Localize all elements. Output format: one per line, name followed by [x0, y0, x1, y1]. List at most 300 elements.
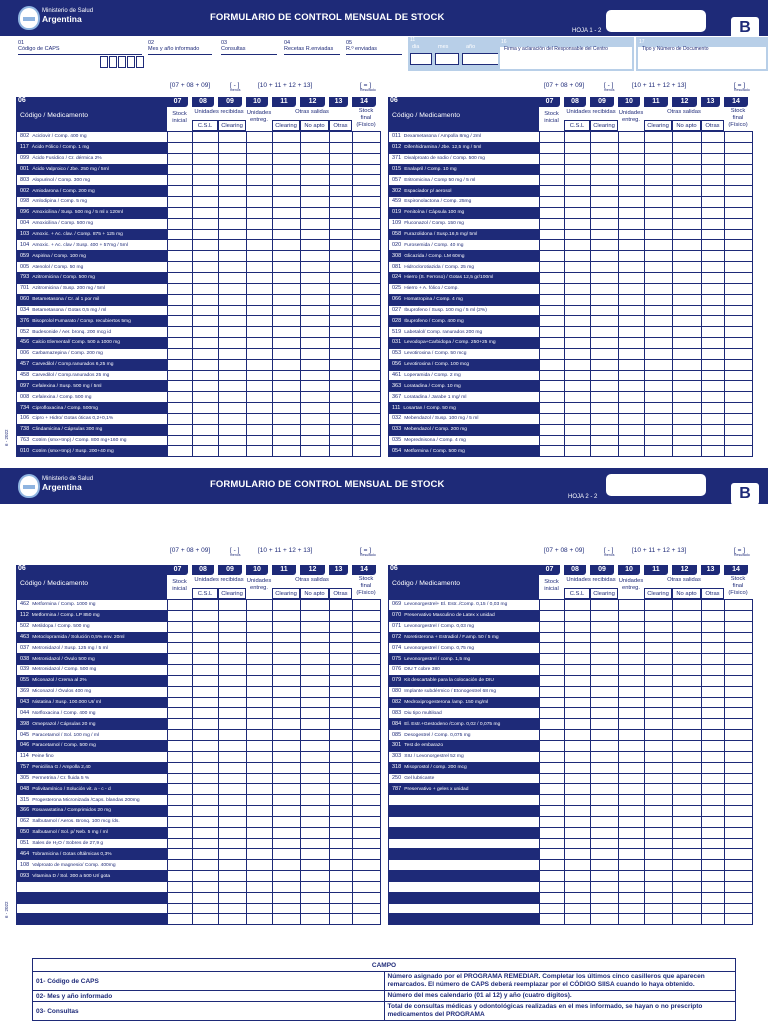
unidades-entreg-input[interactable]: [247, 773, 273, 784]
unidades-entreg-input[interactable]: [247, 327, 273, 338]
stock-inicial-input[interactable]: [540, 860, 565, 871]
salidas-otras-input[interactable]: [702, 197, 725, 208]
stock-inicial-input[interactable]: [168, 316, 193, 327]
salidas-no-apto-input[interactable]: [673, 740, 702, 751]
unidades-entreg-input[interactable]: [619, 871, 645, 882]
stock-inicial-input[interactable]: [540, 643, 565, 654]
salidas-no-apto-input[interactable]: [301, 175, 330, 186]
stock-final-input[interactable]: [353, 740, 381, 751]
stock-inicial-input[interactable]: [168, 207, 193, 218]
salidas-no-apto-input[interactable]: [673, 294, 702, 305]
stock-inicial-input[interactable]: [168, 654, 193, 665]
stock-inicial-input[interactable]: [540, 632, 565, 643]
stock-inicial-input[interactable]: [168, 338, 193, 349]
unidades-entreg-input[interactable]: [247, 359, 273, 370]
recibidas-clearing-input[interactable]: [219, 871, 247, 882]
unidades-entreg-input[interactable]: [619, 283, 645, 294]
stock-inicial-input[interactable]: [540, 838, 565, 849]
salidas-clearing-input[interactable]: [645, 827, 673, 838]
salidas-no-apto-input[interactable]: [301, 838, 330, 849]
recibidas-clearing-input[interactable]: [591, 272, 619, 283]
unidades-entreg-input[interactable]: [247, 348, 273, 359]
recibidas-csl-input[interactable]: [193, 218, 219, 229]
salidas-otras-input[interactable]: [702, 272, 725, 283]
stock-inicial-input[interactable]: [168, 413, 193, 424]
salidas-no-apto-input[interactable]: [301, 164, 330, 175]
stock-final-input[interactable]: [353, 348, 381, 359]
unidades-entreg-input[interactable]: [247, 806, 273, 817]
recibidas-csl-input[interactable]: [565, 229, 591, 240]
unidades-entreg-input[interactable]: [619, 740, 645, 751]
recibidas-csl-input[interactable]: [193, 686, 219, 697]
salidas-otras-input[interactable]: [330, 403, 353, 414]
recibidas-clearing-input[interactable]: [591, 816, 619, 827]
recibidas-csl-input[interactable]: [193, 403, 219, 414]
salidas-no-apto-input[interactable]: [301, 795, 330, 806]
stock-final-input[interactable]: [725, 784, 753, 795]
stock-inicial-input[interactable]: [168, 838, 193, 849]
stock-final-input[interactable]: [353, 207, 381, 218]
salidas-otras-input[interactable]: [702, 381, 725, 392]
salidas-clearing-input[interactable]: [645, 675, 673, 686]
stock-inicial-input[interactable]: [540, 730, 565, 741]
salidas-otras-input[interactable]: [702, 413, 725, 424]
salidas-no-apto-input[interactable]: [673, 424, 702, 435]
salidas-clearing-input[interactable]: [273, 305, 301, 316]
recibidas-clearing-input[interactable]: [219, 338, 247, 349]
stock-final-input[interactable]: [725, 610, 753, 621]
unidades-entreg-input[interactable]: [619, 719, 645, 730]
salidas-otras-input[interactable]: [330, 446, 353, 457]
recibidas-clearing-input[interactable]: [219, 197, 247, 208]
unidades-entreg-input[interactable]: [247, 338, 273, 349]
unidades-entreg-input[interactable]: [619, 207, 645, 218]
stock-final-input[interactable]: [725, 654, 753, 665]
recibidas-csl-input[interactable]: [565, 272, 591, 283]
stock-final-input[interactable]: [353, 600, 381, 611]
stock-inicial-input[interactable]: [168, 806, 193, 817]
stock-inicial-input[interactable]: [540, 132, 565, 143]
salidas-clearing-input[interactable]: [273, 197, 301, 208]
stock-inicial-input[interactable]: [168, 153, 193, 164]
salidas-otras-input[interactable]: [702, 370, 725, 381]
stock-inicial-input[interactable]: [168, 262, 193, 273]
stock-inicial-input[interactable]: [168, 719, 193, 730]
stock-inicial-input[interactable]: [168, 621, 193, 632]
salidas-no-apto-input[interactable]: [673, 892, 702, 903]
recibidas-clearing-input[interactable]: [591, 424, 619, 435]
recibidas-clearing-input[interactable]: [219, 316, 247, 327]
salidas-otras-input[interactable]: [330, 229, 353, 240]
unidades-entreg-input[interactable]: [247, 207, 273, 218]
unidades-entreg-input[interactable]: [619, 294, 645, 305]
salidas-clearing-input[interactable]: [645, 207, 673, 218]
salidas-no-apto-input[interactable]: [301, 860, 330, 871]
stock-inicial-input[interactable]: [168, 665, 193, 676]
salidas-no-apto-input[interactable]: [301, 665, 330, 676]
stock-inicial-input[interactable]: [168, 381, 193, 392]
recibidas-clearing-input[interactable]: [591, 305, 619, 316]
stock-inicial-input[interactable]: [540, 654, 565, 665]
salidas-clearing-input[interactable]: [645, 283, 673, 294]
unidades-entreg-input[interactable]: [619, 262, 645, 273]
recibidas-clearing-input[interactable]: [591, 686, 619, 697]
unidades-entreg-input[interactable]: [247, 403, 273, 414]
recibidas-clearing-input[interactable]: [591, 665, 619, 676]
stock-inicial-input[interactable]: [168, 816, 193, 827]
recibidas-csl-input[interactable]: [193, 381, 219, 392]
salidas-otras-input[interactable]: [702, 914, 725, 925]
salidas-no-apto-input[interactable]: [301, 784, 330, 795]
recibidas-clearing-input[interactable]: [219, 218, 247, 229]
stock-inicial-input[interactable]: [540, 816, 565, 827]
recibidas-csl-input[interactable]: [193, 632, 219, 643]
salidas-otras-input[interactable]: [702, 327, 725, 338]
stock-inicial-input[interactable]: [168, 762, 193, 773]
stock-inicial-input[interactable]: [168, 446, 193, 457]
salidas-no-apto-input[interactable]: [673, 881, 702, 892]
unidades-entreg-input[interactable]: [247, 632, 273, 643]
salidas-otras-input[interactable]: [330, 675, 353, 686]
unidades-entreg-input[interactable]: [247, 871, 273, 882]
salidas-clearing-input[interactable]: [273, 675, 301, 686]
unidades-entreg-input[interactable]: [247, 413, 273, 424]
recibidas-csl-input[interactable]: [565, 762, 591, 773]
stock-final-input[interactable]: [725, 860, 753, 871]
unidades-entreg-input[interactable]: [247, 600, 273, 611]
salidas-clearing-input[interactable]: [273, 849, 301, 860]
salidas-clearing-input[interactable]: [645, 403, 673, 414]
salidas-otras-input[interactable]: [330, 283, 353, 294]
recibidas-clearing-input[interactable]: [219, 816, 247, 827]
recibidas-clearing-input[interactable]: [591, 806, 619, 817]
stock-final-input[interactable]: [353, 218, 381, 229]
stock-final-input[interactable]: [353, 665, 381, 676]
stock-final-input[interactable]: [725, 262, 753, 273]
recibidas-clearing-input[interactable]: [591, 762, 619, 773]
unidades-entreg-input[interactable]: [247, 218, 273, 229]
recibidas-csl-input[interactable]: [193, 751, 219, 762]
stock-inicial-input[interactable]: [168, 175, 193, 186]
stock-inicial-input[interactable]: [540, 610, 565, 621]
stock-inicial-input[interactable]: [168, 827, 193, 838]
recibidas-csl-input[interactable]: [193, 643, 219, 654]
salidas-clearing-input[interactable]: [645, 871, 673, 882]
salidas-otras-input[interactable]: [702, 251, 725, 262]
unidades-entreg-input[interactable]: [247, 142, 273, 153]
stock-final-input[interactable]: [353, 186, 381, 197]
stock-final-input[interactable]: [725, 229, 753, 240]
salidas-otras-input[interactable]: [702, 675, 725, 686]
salidas-clearing-input[interactable]: [645, 153, 673, 164]
stock-final-input[interactable]: [725, 600, 753, 611]
stock-final-input[interactable]: [353, 903, 381, 914]
salidas-otras-input[interactable]: [330, 381, 353, 392]
recibidas-csl-input[interactable]: [565, 903, 591, 914]
salidas-otras-input[interactable]: [330, 316, 353, 327]
recibidas-csl-input[interactable]: [193, 316, 219, 327]
unidades-entreg-input[interactable]: [247, 294, 273, 305]
salidas-no-apto-input[interactable]: [673, 392, 702, 403]
stock-final-input[interactable]: [725, 621, 753, 632]
salidas-clearing-input[interactable]: [273, 186, 301, 197]
salidas-otras-input[interactable]: [330, 806, 353, 817]
salidas-otras-input[interactable]: [330, 197, 353, 208]
recibidas-clearing-input[interactable]: [591, 327, 619, 338]
stock-inicial-input[interactable]: [168, 871, 193, 882]
salidas-no-apto-input[interactable]: [673, 784, 702, 795]
stock-final-input[interactable]: [353, 294, 381, 305]
salidas-otras-input[interactable]: [702, 632, 725, 643]
salidas-clearing-input[interactable]: [273, 392, 301, 403]
salidas-otras-input[interactable]: [330, 751, 353, 762]
unidades-entreg-input[interactable]: [619, 186, 645, 197]
salidas-clearing-input[interactable]: [273, 218, 301, 229]
stock-final-input[interactable]: [725, 871, 753, 882]
salidas-otras-input[interactable]: [330, 600, 353, 611]
stock-inicial-input[interactable]: [168, 849, 193, 860]
recibidas-clearing-input[interactable]: [591, 413, 619, 424]
recibidas-csl-input[interactable]: [193, 435, 219, 446]
salidas-clearing-input[interactable]: [645, 784, 673, 795]
recibidas-csl-input[interactable]: [565, 838, 591, 849]
recibidas-csl-input[interactable]: [193, 132, 219, 143]
stock-inicial-input[interactable]: [540, 316, 565, 327]
recibidas-csl-input[interactable]: [193, 654, 219, 665]
recibidas-clearing-input[interactable]: [219, 359, 247, 370]
stock-final-input[interactable]: [353, 849, 381, 860]
salidas-clearing-input[interactable]: [645, 272, 673, 283]
salidas-otras-input[interactable]: [330, 370, 353, 381]
salidas-clearing-input[interactable]: [645, 849, 673, 860]
stock-final-input[interactable]: [725, 132, 753, 143]
stock-final-input[interactable]: [353, 697, 381, 708]
salidas-no-apto-input[interactable]: [673, 914, 702, 925]
salidas-clearing-input[interactable]: [273, 871, 301, 882]
stock-inicial-input[interactable]: [168, 675, 193, 686]
salidas-no-apto-input[interactable]: [673, 338, 702, 349]
salidas-otras-input[interactable]: [702, 305, 725, 316]
salidas-clearing-input[interactable]: [273, 719, 301, 730]
salidas-otras-input[interactable]: [702, 751, 725, 762]
salidas-clearing-input[interactable]: [273, 773, 301, 784]
salidas-clearing-input[interactable]: [273, 892, 301, 903]
stock-final-input[interactable]: [725, 348, 753, 359]
salidas-clearing-input[interactable]: [273, 686, 301, 697]
unidades-entreg-input[interactable]: [247, 838, 273, 849]
stock-final-input[interactable]: [725, 751, 753, 762]
stock-inicial-input[interactable]: [168, 784, 193, 795]
stock-final-input[interactable]: [725, 413, 753, 424]
stock-inicial-input[interactable]: [540, 283, 565, 294]
stock-final-input[interactable]: [353, 654, 381, 665]
stock-inicial-input[interactable]: [540, 153, 565, 164]
stock-inicial-input[interactable]: [540, 370, 565, 381]
unidades-entreg-input[interactable]: [619, 903, 645, 914]
stock-final-input[interactable]: [725, 370, 753, 381]
stock-inicial-input[interactable]: [540, 773, 565, 784]
salidas-no-apto-input[interactable]: [673, 827, 702, 838]
salidas-clearing-input[interactable]: [273, 784, 301, 795]
stock-final-input[interactable]: [353, 827, 381, 838]
salidas-no-apto-input[interactable]: [301, 751, 330, 762]
recibidas-csl-input[interactable]: [193, 327, 219, 338]
salidas-otras-input[interactable]: [702, 686, 725, 697]
recibidas-csl-input[interactable]: [565, 849, 591, 860]
salidas-no-apto-input[interactable]: [673, 142, 702, 153]
recibidas-clearing-input[interactable]: [591, 381, 619, 392]
stock-inicial-input[interactable]: [540, 719, 565, 730]
stock-final-input[interactable]: [353, 816, 381, 827]
salidas-no-apto-input[interactable]: [673, 251, 702, 262]
recibidas-csl-input[interactable]: [193, 621, 219, 632]
salidas-no-apto-input[interactable]: [301, 197, 330, 208]
stock-final-input[interactable]: [725, 142, 753, 153]
recibidas-csl-input[interactable]: [193, 251, 219, 262]
salidas-no-apto-input[interactable]: [673, 197, 702, 208]
recibidas-csl-input[interactable]: [193, 153, 219, 164]
salidas-otras-input[interactable]: [702, 697, 725, 708]
salidas-no-apto-input[interactable]: [301, 392, 330, 403]
recibidas-clearing-input[interactable]: [591, 795, 619, 806]
salidas-otras-input[interactable]: [702, 762, 725, 773]
stock-final-input[interactable]: [353, 370, 381, 381]
salidas-clearing-input[interactable]: [645, 719, 673, 730]
stock-final-input[interactable]: [725, 806, 753, 817]
salidas-no-apto-input[interactable]: [301, 686, 330, 697]
salidas-otras-input[interactable]: [702, 643, 725, 654]
recibidas-csl-input[interactable]: [193, 413, 219, 424]
salidas-otras-input[interactable]: [702, 600, 725, 611]
unidades-entreg-input[interactable]: [247, 903, 273, 914]
salidas-no-apto-input[interactable]: [301, 240, 330, 251]
salidas-no-apto-input[interactable]: [301, 740, 330, 751]
unidades-entreg-input[interactable]: [619, 424, 645, 435]
recibidas-clearing-input[interactable]: [219, 643, 247, 654]
unidades-entreg-input[interactable]: [247, 643, 273, 654]
salidas-no-apto-input[interactable]: [673, 610, 702, 621]
salidas-otras-input[interactable]: [330, 142, 353, 153]
stock-inicial-input[interactable]: [540, 675, 565, 686]
salidas-clearing-input[interactable]: [645, 686, 673, 697]
salidas-no-apto-input[interactable]: [301, 305, 330, 316]
stock-final-input[interactable]: [725, 403, 753, 414]
stock-inicial-input[interactable]: [540, 327, 565, 338]
recibidas-csl-input[interactable]: [193, 881, 219, 892]
stock-inicial-input[interactable]: [168, 283, 193, 294]
recibidas-clearing-input[interactable]: [219, 719, 247, 730]
recibidas-clearing-input[interactable]: [219, 914, 247, 925]
recibidas-clearing-input[interactable]: [591, 142, 619, 153]
salidas-otras-input[interactable]: [330, 784, 353, 795]
salidas-clearing-input[interactable]: [273, 740, 301, 751]
recibidas-clearing-input[interactable]: [591, 251, 619, 262]
unidades-entreg-input[interactable]: [619, 164, 645, 175]
unidades-entreg-input[interactable]: [619, 697, 645, 708]
recibidas-csl-input[interactable]: [193, 600, 219, 611]
stock-final-input[interactable]: [353, 413, 381, 424]
salidas-clearing-input[interactable]: [273, 316, 301, 327]
unidades-entreg-input[interactable]: [247, 251, 273, 262]
salidas-no-apto-input[interactable]: [673, 186, 702, 197]
salidas-no-apto-input[interactable]: [673, 762, 702, 773]
unidades-entreg-input[interactable]: [619, 665, 645, 676]
stock-inicial-input[interactable]: [168, 403, 193, 414]
recibidas-clearing-input[interactable]: [219, 251, 247, 262]
recibidas-clearing-input[interactable]: [591, 338, 619, 349]
salidas-no-apto-input[interactable]: [301, 207, 330, 218]
unidades-entreg-input[interactable]: [619, 643, 645, 654]
salidas-no-apto-input[interactable]: [301, 600, 330, 611]
stock-final-input[interactable]: [353, 240, 381, 251]
recibidas-csl-input[interactable]: [193, 197, 219, 208]
stock-final-input[interactable]: [725, 153, 753, 164]
stock-final-input[interactable]: [725, 773, 753, 784]
salidas-otras-input[interactable]: [702, 827, 725, 838]
salidas-clearing-input[interactable]: [273, 903, 301, 914]
stock-inicial-input[interactable]: [540, 871, 565, 882]
recibidas-clearing-input[interactable]: [219, 186, 247, 197]
salidas-clearing-input[interactable]: [645, 262, 673, 273]
stock-final-input[interactable]: [725, 816, 753, 827]
recibidas-csl-input[interactable]: [565, 327, 591, 338]
salidas-clearing-input[interactable]: [645, 708, 673, 719]
recibidas-csl-input[interactable]: [565, 686, 591, 697]
salidas-otras-input[interactable]: [330, 262, 353, 273]
salidas-no-apto-input[interactable]: [673, 751, 702, 762]
unidades-entreg-input[interactable]: [619, 435, 645, 446]
stock-inicial-input[interactable]: [168, 370, 193, 381]
recibidas-csl-input[interactable]: [193, 164, 219, 175]
stock-final-input[interactable]: [353, 359, 381, 370]
recibidas-csl-input[interactable]: [565, 294, 591, 305]
salidas-no-apto-input[interactable]: [673, 262, 702, 273]
salidas-clearing-input[interactable]: [273, 665, 301, 676]
salidas-clearing-input[interactable]: [273, 370, 301, 381]
recibidas-clearing-input[interactable]: [591, 675, 619, 686]
recibidas-csl-input[interactable]: [565, 218, 591, 229]
salidas-otras-input[interactable]: [330, 795, 353, 806]
salidas-no-apto-input[interactable]: [673, 697, 702, 708]
unidades-entreg-input[interactable]: [619, 142, 645, 153]
unidades-entreg-input[interactable]: [619, 751, 645, 762]
stock-final-input[interactable]: [725, 719, 753, 730]
salidas-otras-input[interactable]: [702, 316, 725, 327]
recibidas-csl-input[interactable]: [565, 795, 591, 806]
stock-final-input[interactable]: [725, 392, 753, 403]
stock-inicial-input[interactable]: [540, 413, 565, 424]
salidas-no-apto-input[interactable]: [301, 773, 330, 784]
salidas-clearing-input[interactable]: [645, 621, 673, 632]
stock-inicial-input[interactable]: [540, 806, 565, 817]
unidades-entreg-input[interactable]: [247, 675, 273, 686]
salidas-clearing-input[interactable]: [273, 164, 301, 175]
salidas-clearing-input[interactable]: [645, 446, 673, 457]
salidas-no-apto-input[interactable]: [301, 903, 330, 914]
salidas-clearing-input[interactable]: [273, 816, 301, 827]
stock-inicial-input[interactable]: [168, 751, 193, 762]
salidas-no-apto-input[interactable]: [301, 218, 330, 229]
recibidas-clearing-input[interactable]: [219, 827, 247, 838]
salidas-no-apto-input[interactable]: [673, 632, 702, 643]
salidas-clearing-input[interactable]: [645, 251, 673, 262]
recibidas-csl-input[interactable]: [565, 413, 591, 424]
stock-final-input[interactable]: [353, 860, 381, 871]
salidas-otras-input[interactable]: [702, 392, 725, 403]
recibidas-clearing-input[interactable]: [219, 881, 247, 892]
unidades-entreg-input[interactable]: [247, 610, 273, 621]
recibidas-clearing-input[interactable]: [591, 751, 619, 762]
